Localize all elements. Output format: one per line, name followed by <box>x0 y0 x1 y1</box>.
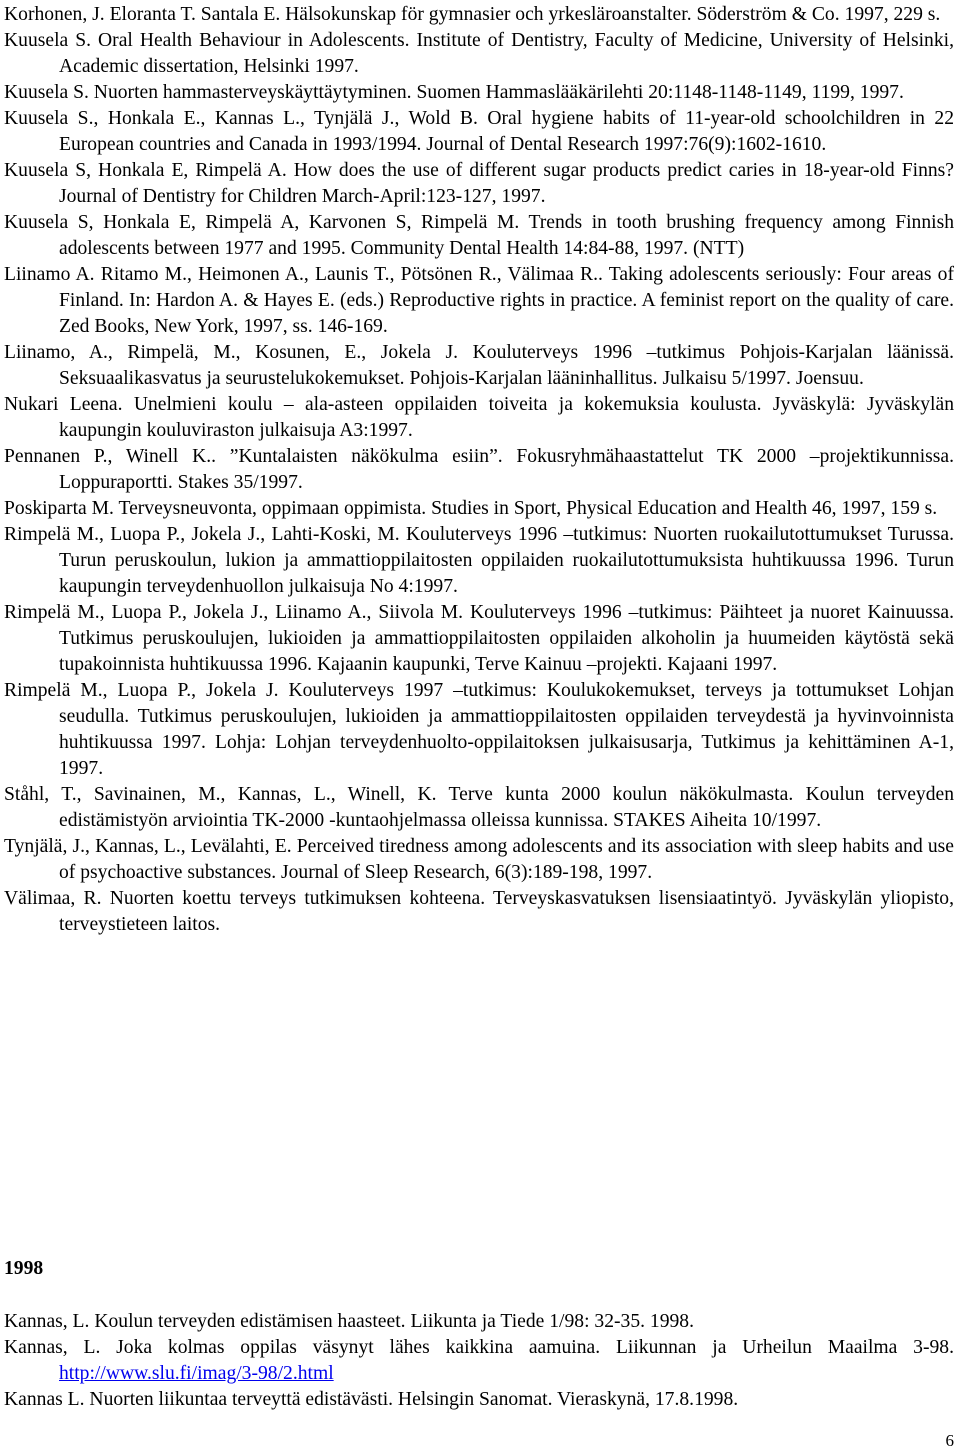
reference-entry: Rimpelä M., Luopa P., Jokela J. Kouluterveys 1997 –tutkimus: Koulukokemukset, terveys ja tottumukset Lohjan seudulla. Tutkimus peruskoulujen, lukioiden ja ammattioppilaitosten oppilaiden terveydestä ja hyvinvoinnista huhtikuussa 1997. Lohja: Lohjan terveydenhuolto-oppilaitoksen julkaisusarja, Tutkimus ja kehittäminen A-1, 1997. <box>4 680 954 779</box>
reference-entry: Poskiparta M. Terveysneuvonta, oppimaan oppimista. Studies in Sport, Physical Education and Health 46, 1997, 159 s. <box>4 498 938 519</box>
reference-entry: Kuusela S. Oral Health Behaviour in Adolescents. Institute of Dentistry, Faculty of Medicine, University of Helsinki, Academic dissertation, Helsinki 1997. <box>4 30 954 77</box>
reference-entry: Liinamo A. Ritamo M., Heimonen A., Launis T., Pötsönen R., Välimaa R.. Taking adolescents seriously: Four areas of Finland. In: Hardon A. & Hayes E. (eds.) Reproductive rights in practice. A feminist report on the quality of care. Zed Books, New York, 1997, ss. 146-169. <box>4 264 954 337</box>
reference-list-1998 <box>4 1309 954 1413</box>
reference-entry: Rimpelä M., Luopa P., Jokela J., Lahti-Koski, M. Kouluterveys 1996 –tutkimus: Nuorten ruokailutottumukset Turussa. Turun peruskoulun, lukion ja ammattioppilaitosten oppilaiden ruokailutottumuksista huhtikuussa 1996. Turun kaupungin terveydenhuollon julkaisuja No 4:1997. <box>4 524 954 597</box>
year-heading: 1998 <box>4 1258 44 1279</box>
reference-entry: Kuusela S, Honkala E, Rimpelä A. How does the use of different sugar products predict caries in 18-year-old Finns? Journal of Dentistry for Children March-April:123-127, 1997. <box>4 160 954 207</box>
reference-entry: Korhonen, J. Eloranta T. Santala E. Hälsokunskap för gymnasier och yrkesläroanstalter. Söderström & Co. 1997, 229 s. <box>4 4 941 25</box>
reference-entry: Nukari Leena. Unelmieni koulu – ala-asteen oppilaiden toiveita ja kokemuksia koulusta. Jyväskylä: Jyväskylän kaupungin kouluviraston julkaisuja A3:1997. <box>4 394 954 441</box>
reference-list-1997 <box>4 2 954 938</box>
reference-entry: Kannas L. Nuorten liikuntaa terveyttä edistävästi. Helsingin Sanomat. Vieraskynä, 17.8.1998. <box>4 1389 739 1410</box>
reference-entry: Liinamo, A., Rimpelä, M., Kosunen, E., Jokela J. Kouluterveys 1996 –tutkimus Pohjois-Karjalan läänissä. Seksuaalikasvatus ja seurustelukokemukset. Pohjois-Karjalan lääninhallitus. Julkaisu 5/1997. Joensuu. <box>4 342 954 389</box>
reference-entry <box>4 1335 954 1387</box>
reference-entry: Rimpelä M., Luopa P., Jokela J., Liinamo A., Siivola M. Kouluterveys 1996 –tutkimus: Päihteet ja nuoret Kainuussa. Tutkimus peruskoulujen, lukioiden ja ammattioppilaitosten oppilaiden alkoholin ja huumeiden käytöstä sekä tupakoinnista huhtikuussa 1996. Kajaanin kaupunki, Terve Kainuu –projekti. Kajaani 1997. <box>4 602 954 675</box>
reference-entry: Ståhl, T., Savinainen, M., Kannas, L., Winell, K. Terve kunta 2000 koulun näkökulmasta. Koulun terveyden edistämistyön arviointia TK-2000 -kuntaohjelmassa olleissa kunnissa. STAKES Aiheita 10/1997. <box>4 784 954 831</box>
reference-entry: Välimaa, R. Nuorten koettu terveys tutkimuksen kohteena. Terveyskasvatuksen lisensiaatintyö. Jyväskylän yliopisto, terveystieteen laitos. <box>4 888 954 935</box>
reference-text: Kannas, L. Joka kolmas oppilas väsynyt lähes kaikkina aamuina. Liikunnan ja Urheilun Maailma 3-98. <box>4 1337 954 1358</box>
reference-link[interactable]: http://www.slu.fi/imag/3-98/2.html <box>59 1363 334 1384</box>
reference-entry: Tynjälä, J., Kannas, L., Levälahti, E. Perceived tiredness among adolescents and its association with sleep habits and use of psychoactive substances. Journal of Sleep Research, 6(3):189-198, 1997. <box>4 836 954 883</box>
reference-entry: Pennanen P., Winell K.. ”Kuntalaisten näkökulma esiin”. Fokusryhmähaastattelut TK 2000 –projektikunnissa. Loppuraportti. Stakes 35/1997. <box>4 446 954 493</box>
page-number: 6 <box>945 1431 954 1450</box>
reference-entry: Kuusela S, Honkala E, Rimpelä A, Karvonen S, Rimpelä M. Trends in tooth brushing frequency among Finnish adolescents between 1977 and 1995. Community Dental Health 14:84-88, 1997. (NTT) <box>4 212 954 259</box>
reference-entry: Kannas, L. Koulun terveyden edistämisen haasteet. Liikunta ja Tiede 1/98: 32-35. 1998. <box>4 1311 695 1332</box>
reference-entry: Kuusela S. Nuorten hammasterveyskäyttäytyminen. Suomen Hammaslääkärilehti 20:1148-1148-1149, 1199, 1997. <box>4 82 904 103</box>
reference-entry: Kuusela S., Honkala E., Kannas L., Tynjälä J., Wold B. Oral hygiene habits of 11-year-old schoolchildren in 22 European countries and Canada in 1993/1994. Journal of Dental Research 1997:76(9):1602-1610. <box>4 108 954 155</box>
